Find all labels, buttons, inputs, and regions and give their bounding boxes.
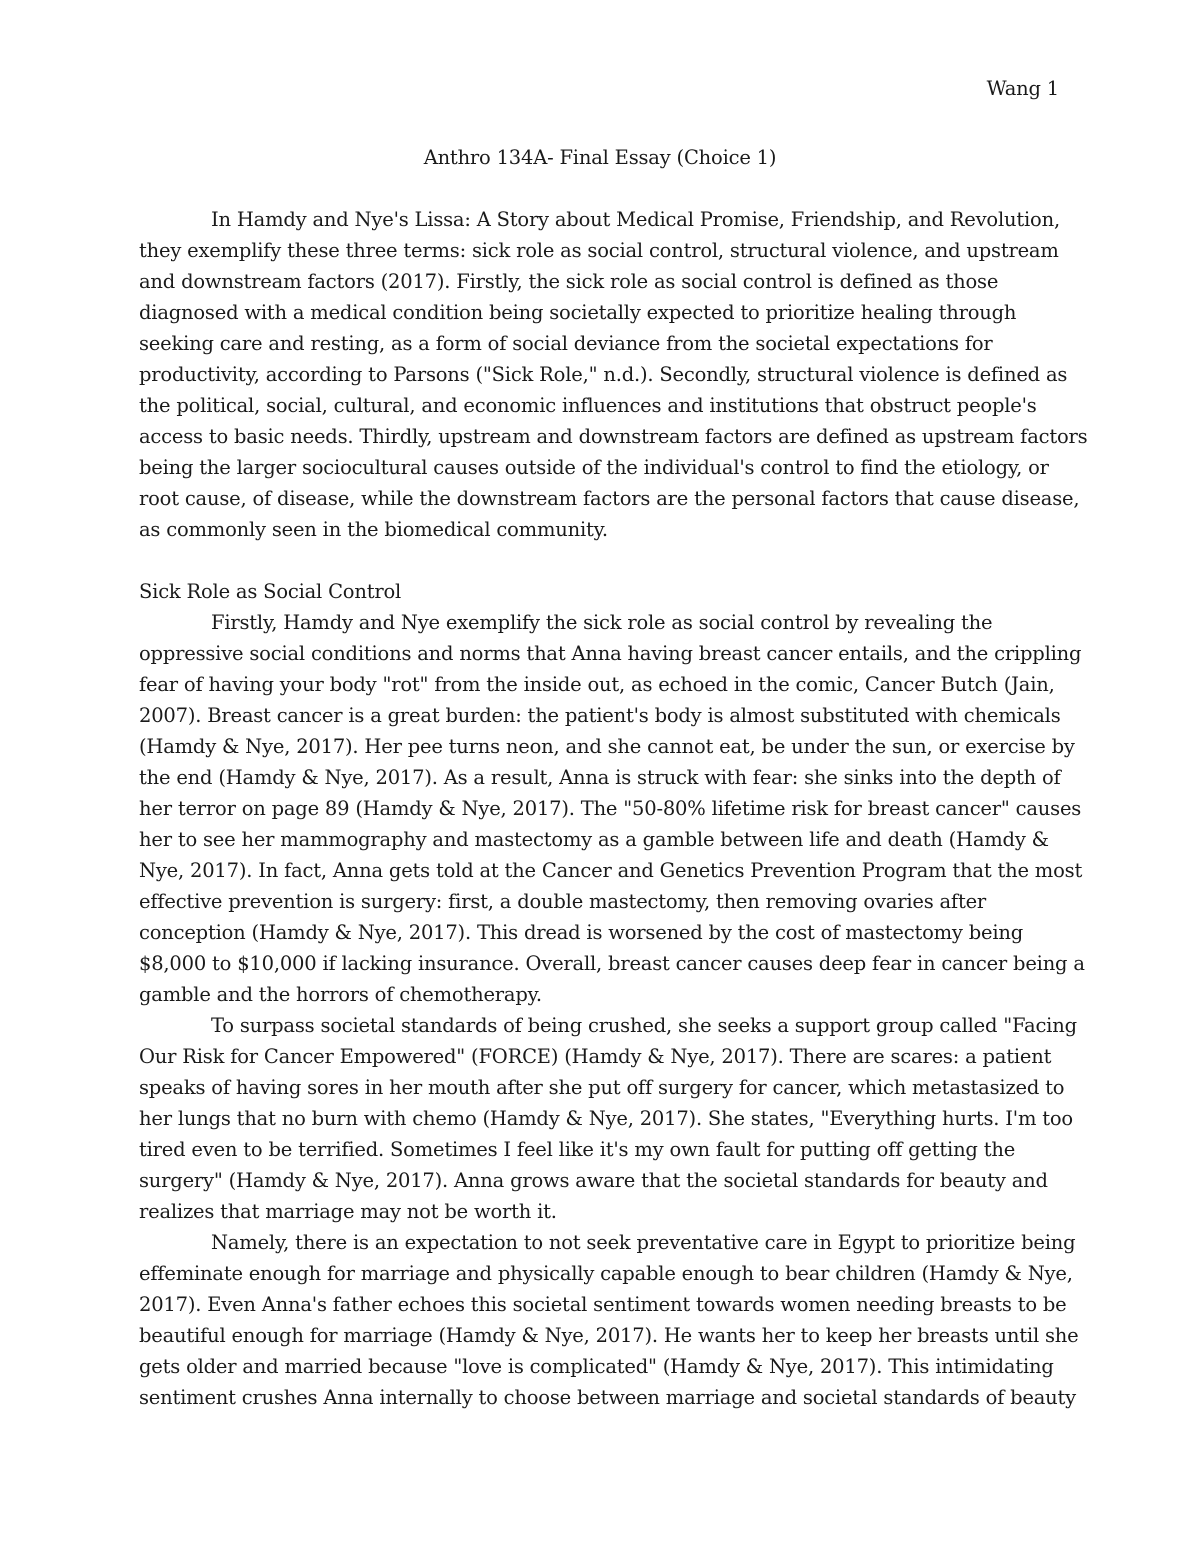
paragraph-line: $8,000 to $10,000 if lacking insurance. Overall, breast cancer causes deep fear in cancer being a xyxy=(139,952,1085,975)
body-paragraph-1 xyxy=(139,607,1085,1010)
intro-paragraph xyxy=(139,204,1088,545)
paragraph-line: realizes that marriage may not be worth it. xyxy=(139,1200,557,1223)
body-paragraph-3 xyxy=(139,1227,1079,1413)
paragraph-line: her terror on page 89 (Hamdy & Nye, 2017). The "50-80% lifetime risk for breast cancer" causes xyxy=(139,797,1082,820)
paragraph-line: they exemplify these three terms: sick role as social control, structural violence, and upstream xyxy=(139,239,1059,262)
paragraph-line: Nye, 2017). In fact, Anna gets told at the Cancer and Genetics Prevention Program that the most xyxy=(139,859,1083,882)
paragraph-line: gamble and the horrors of chemotherapy. xyxy=(139,983,542,1006)
paragraph-line: as commonly seen in the biomedical community. xyxy=(139,518,608,541)
section-heading-block xyxy=(139,576,1079,607)
paragraph-line: 2007). Breast cancer is a great burden: the patient's body is almost substituted with chemicals xyxy=(139,704,1061,727)
running-head: Wang 1 xyxy=(986,77,1059,100)
section-body xyxy=(139,607,1085,1413)
paragraph-line: her lungs that no burn with chemo (Hamdy & Nye, 2017). She states, "Everything hurts. I'm too xyxy=(139,1107,1073,1130)
paragraph-line: access to basic needs. Thirdly, upstream and downstream factors are defined as upstream factors xyxy=(139,425,1088,448)
paragraph-line: the political, social, cultural, and economic influences and institutions that obstruct people's xyxy=(139,394,1037,417)
paragraph-line: fear of having your body "rot" from the inside out, as echoed in the comic, Cancer Butch (Jain, xyxy=(139,673,1055,696)
paragraph-line: Namely, there is an expectation to not seek preventative care in Egypt to prioritize being xyxy=(211,1231,1076,1254)
paragraph-line: (Hamdy & Nye, 2017). Her pee turns neon, and she cannot eat, be under the sun, or exercise by xyxy=(139,735,1075,758)
paragraph-line: productivity, according to Parsons ("Sick Role," n.d.). Secondly, structural violence is defined as xyxy=(139,363,1068,386)
paragraph-line: 2017). Even Anna's father echoes this societal sentiment towards women needing breasts to be xyxy=(139,1293,1067,1316)
paragraph-line: oppressive social conditions and norms that Anna having breast cancer entails, and the crippling xyxy=(139,642,1082,665)
section-heading: Sick Role as Social Control xyxy=(139,580,402,603)
paragraph-line: her to see her mammography and mastectomy as a gamble between life and death (Hamdy & xyxy=(139,828,1049,851)
paragraph-line: being the larger sociocultural causes outside of the individual's control to find the etiology, or xyxy=(139,456,1049,479)
paragraph-line: tired even to be terrified. Sometimes I feel like it's my own fault for putting off getting the xyxy=(139,1138,1016,1161)
paragraph-line: To surpass societal standards of being crushed, she seeks a support group called "Facing xyxy=(211,1014,1077,1037)
paragraph-line: root cause, of disease, while the downstream factors are the personal factors that cause disease, xyxy=(139,487,1080,510)
paragraph-line: the end (Hamdy & Nye, 2017). As a result, Anna is struck with fear: she sinks into the depth of xyxy=(139,766,1061,789)
paragraph-line: gets older and married because "love is complicated" (Hamdy & Nye, 2017). This intimidating xyxy=(139,1355,1054,1378)
paragraph-line: conception (Hamdy & Nye, 2017). This dread is worsened by the cost of mastectomy being xyxy=(139,921,1024,944)
paragraph-line: Our Risk for Cancer Empowered" (FORCE) (Hamdy & Nye, 2017). There are scares: a patient xyxy=(139,1045,1052,1068)
paragraph-line: seeking care and resting, as a form of social deviance from the societal expectations for xyxy=(139,332,993,355)
paragraph-line: beautiful enough for marriage (Hamdy & Nye, 2017). He wants her to keep her breasts until she xyxy=(139,1324,1079,1347)
paragraph-line: Firstly, Hamdy and Nye exemplify the sick role as social control by revealing the xyxy=(211,611,993,634)
paragraph-line: speaks of having sores in her mouth after she put off surgery for cancer, which metastasized to xyxy=(139,1076,1065,1099)
paragraph-line: surgery" (Hamdy & Nye, 2017). Anna grows aware that the societal standards for beauty and xyxy=(139,1169,1048,1192)
paragraph-line: and downstream factors (2017). Firstly, the sick role as social control is defined as those xyxy=(139,270,999,293)
body-paragraph-2 xyxy=(139,1010,1079,1227)
paragraph-line: effective prevention is surgery: first, a double mastectomy, then removing ovaries after xyxy=(139,890,987,913)
paragraph-line: sentiment crushes Anna internally to choose between marriage and societal standards of beauty xyxy=(139,1386,1076,1409)
paragraph-line: effeminate enough for marriage and physically capable enough to bear children (Hamdy & Nye, xyxy=(139,1262,1073,1285)
paragraph-line: In Hamdy and Nye's Lissa: A Story about Medical Promise, Friendship, and Revolution, xyxy=(211,208,1060,231)
essay-title: Anthro 134A- Final Essay (Choice 1) xyxy=(423,146,777,169)
paragraph-line: diagnosed with a medical condition being societally expected to prioritize healing through xyxy=(139,301,1017,324)
